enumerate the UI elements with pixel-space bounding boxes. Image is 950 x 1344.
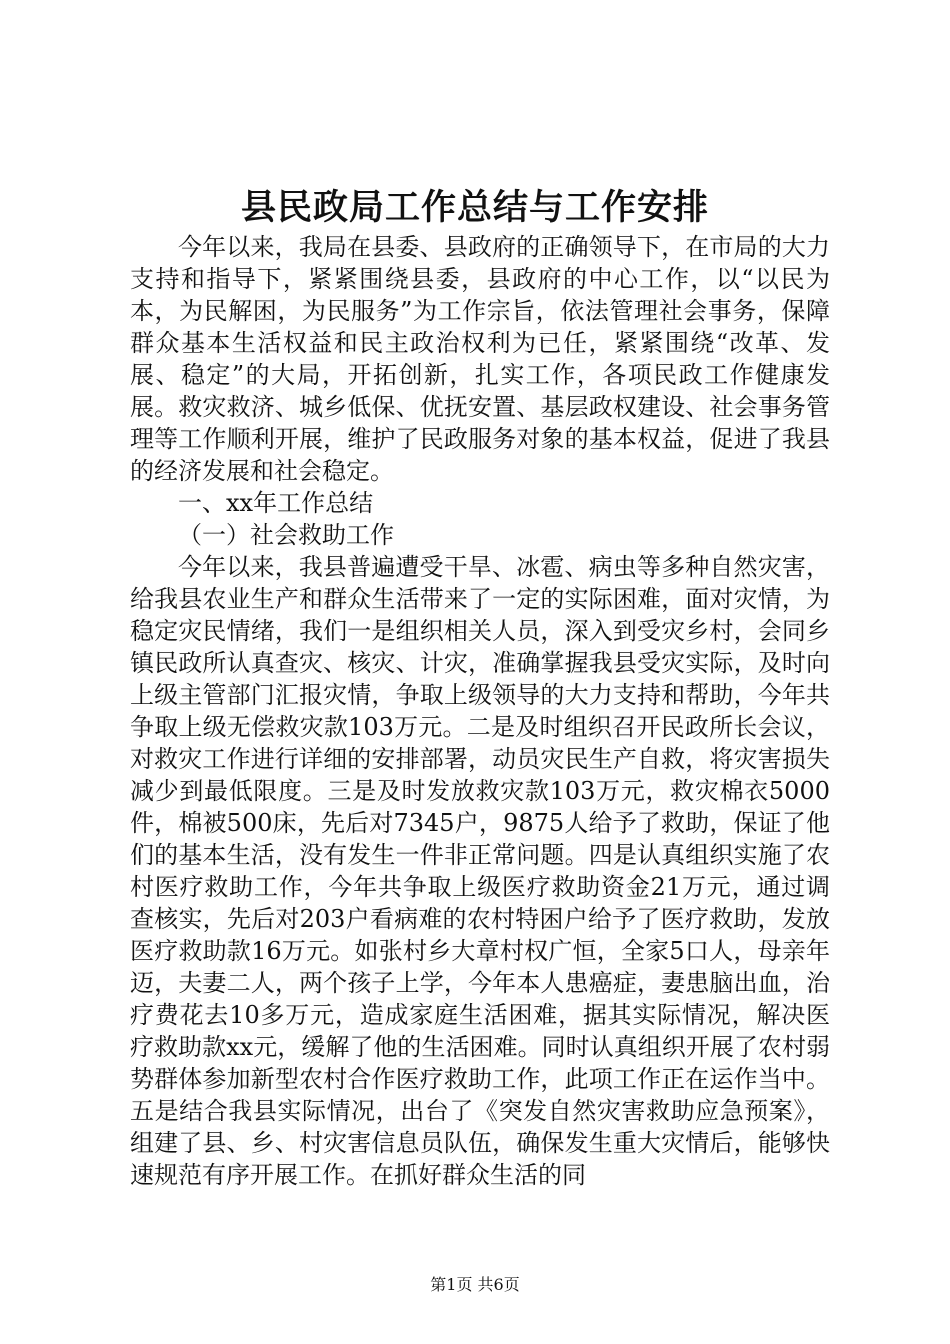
intro-paragraph: 今年以来，我局在县委、县政府的正确领导下，在市局的大力支持和指导下，紧紧围绕县委，县政府的中心工作，以“以民为本，为民解困，为民服务”为工作宗旨，依法管理社会事务，保障群众基本生活权益和民主政治权利为已任，紧紧围绕“改革、发展、稳定”的大局，开拓创新，扎实工作，各项民政工作健康发展。救灾救济、城乡低保、优抚安置、基层政权建设、社会事务管理等工作顺利开展，维护了民政服务对象的基本权益，促进了我县的经济发展和社会稳定。 [130,233,830,485]
body-paragraph: 今年以来，我县普遍遭受干旱、冰雹、病虫等多种自然灾害，给我县农业生产和群众生活带来了一定的实际困难，面对灾情，为稳定灾民情绪，我们一是组织相关人员，深入到受灾乡村，会同乡镇民政所认真查灾、核灾、计灾，准确掌握我县受灾实际，及时向上级主管部门汇报灾情，争取上级领导的大力支持和帮助，今年共争取上级无偿救灾款103万元。二是及时组织召开民政所长会议，对救灾工作进行详细的安排部署，动员灾民生产自救，将灾害损失减少到最低限度。三是及时发放救灾款103万元，救灾棉衣5000件，棉被500床，先后对7345户，9875人给予了救助，保证了他们的基本生活，没有发生一件非正常问题。四是认真组织实施了农村医疗救助工作，今年共争取上级医疗救助资金21万元，通过调查核实，先后对203户看病难的农村特困户给予了医疗救助，发放医疗救助款16万元。如张村乡大章村权广恒，全家5口人，母亲年迈，夫妻二人，两个孩子上学，今年本人患癌症，妻患脑出血，治疗费花去10多万元，造成家庭生活困难，据其实际情况，解决医疗救助款xx元，缓解了他的生活困难。同时认真组织开展了农村弱势群体参加新型农村合作医疗救助工作，此项工作正在运作当中。五是结合我县实际情况，出台了《突发自然灾害救助应急预案》，组建了县、乡、村灾害信息员队伍，确保发生重大灾情后，能够快速规范有序开展工作。在抓好群众生活的同 [130,553,830,1189]
subsection-heading: （一）社会救助工作 [178,521,394,549]
page-number: 第1页 共6页 [430,1275,520,1294]
document-title: 县民政局工作总结与工作安排 [240,187,709,228]
page-footer [0,1273,950,1297]
document-body [130,231,830,1191]
section-heading: 一、xx年工作总结 [178,489,374,517]
